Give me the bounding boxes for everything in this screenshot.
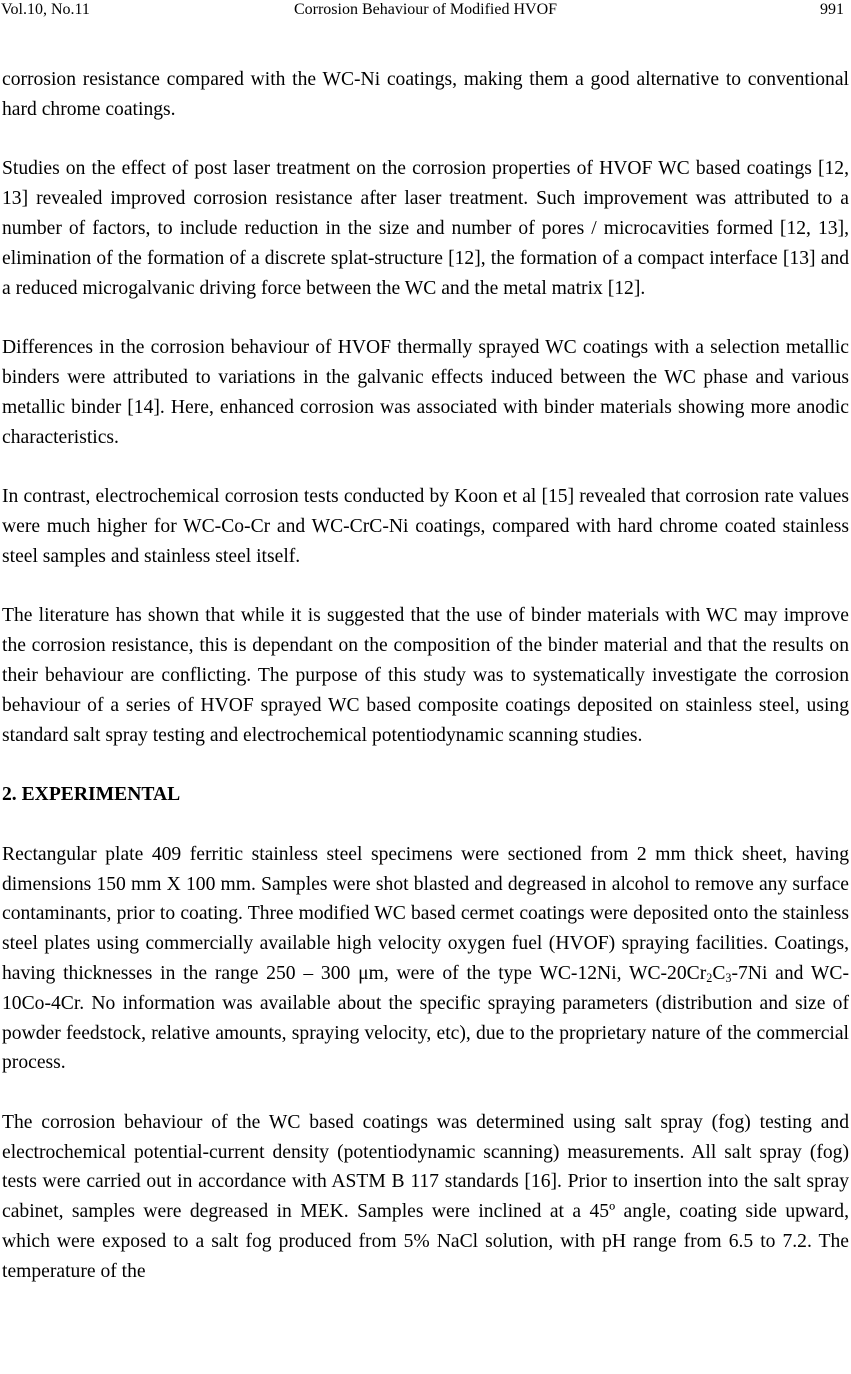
running-header <box>0 0 851 22</box>
paragraph: The literature has shown that while it is suggested that the use of binder materials with WC may improve the corrosion resistance, this is dependant on the composition of the binder material and that the results on their behaviour are conflicting. The purpose of this study was to systematically investigate the corrosion behaviour of a series of HVOF sprayed WC based composite coatings deposited on stainless steel, using standard salt spray testing and electrochemical potentiodynamic scanning studies. <box>2 605 849 746</box>
journal-volume: Vol.10, No.11 <box>1 1 90 18</box>
paragraph: In contrast, electrochemical corrosion tests conducted by Koon et al [15] revealed that corrosion rate values were much higher for WC-Co-Cr and WC-CrC-Ni coatings, compared with hard chrome coated stainless steel samples and stainless steel itself. <box>2 486 849 567</box>
running-title: Corrosion Behaviour of Modified HVOF <box>293 1 558 18</box>
paragraph: Differences in the corrosion behaviour of HVOF thermally sprayed WC coatings with a selection metallic binders were attributed to variations in the galvanic effects induced between the WC phase and various metallic binder [14]. Here, enhanced corrosion was associated with binder materials showing more anodic characteristics. <box>2 337 849 448</box>
subscript: 3 <box>725 970 732 985</box>
subscript: 2 <box>706 970 713 985</box>
paragraph: The corrosion behaviour of the WC based coatings was determined using salt spray (fog) testing and electrochemical potential-current density (potentiodynamic scanning) measurements. All salt spray (fog) tests were carried out in accordance with ASTM B 117 standards [16]. Prior to insertion into the salt spray cabinet, samples were degreased in MEK. Samples were inclined at a 45º angle, coating side upward, which were exposed to a salt fog produced from 5% NaCl solution, with pH range from 6.5 to 7.2. The temperature of the <box>2 1111 849 1282</box>
paragraph: Studies on the effect of post laser treatment on the corrosion properties of HVOF WC based coatings [12, 13] revealed improved corrosion resistance after laser treatment. Such improvement was attributed to a number of factors, to include reduction in the size and number of pores / microcavities formed [12, 13], elimination of the formation of a discrete splat-structure [12], the formation of a compact interface [13] and a reduced microgalvanic driving force between the WC and the metal matrix [12]. <box>2 158 849 299</box>
page-number: 991 <box>820 1 844 18</box>
text-run: Rectangular plate 409 ferritic stainless steel specimens were sectioned from 2 mm thick sheet, having dimensions 150 mm X 100 mm. Samples were shot blasted and degreased in alcohol to remove any surface contaminants, prior to coating. Three modified WC based cermet coatings were deposited onto the stainless steel plates using commercially available high velocity oxygen fuel (HVOF) spraying facilities. Coatings, having thicknesses in the range 250 – 300 μm, were of the type WC-12Ni, WC-20Cr <box>2 843 849 984</box>
body-text <box>2 65 849 1316</box>
text-run: -7Ni and WC-10Co-4Cr. No information was available about the specific spraying parameters (distribution and size of powder feedstock, relative amounts, spraying velocity, etc), due to the proprietary nature of the commercial process. <box>2 962 849 1074</box>
paragraph <box>2 840 849 1078</box>
section-heading: 2. EXPERIMENTAL <box>2 784 181 806</box>
text-run: C <box>712 962 726 984</box>
paragraph: corrosion resistance compared with the WC-Ni coatings, making them a good alternative to conventional hard chrome coatings. <box>2 69 849 120</box>
